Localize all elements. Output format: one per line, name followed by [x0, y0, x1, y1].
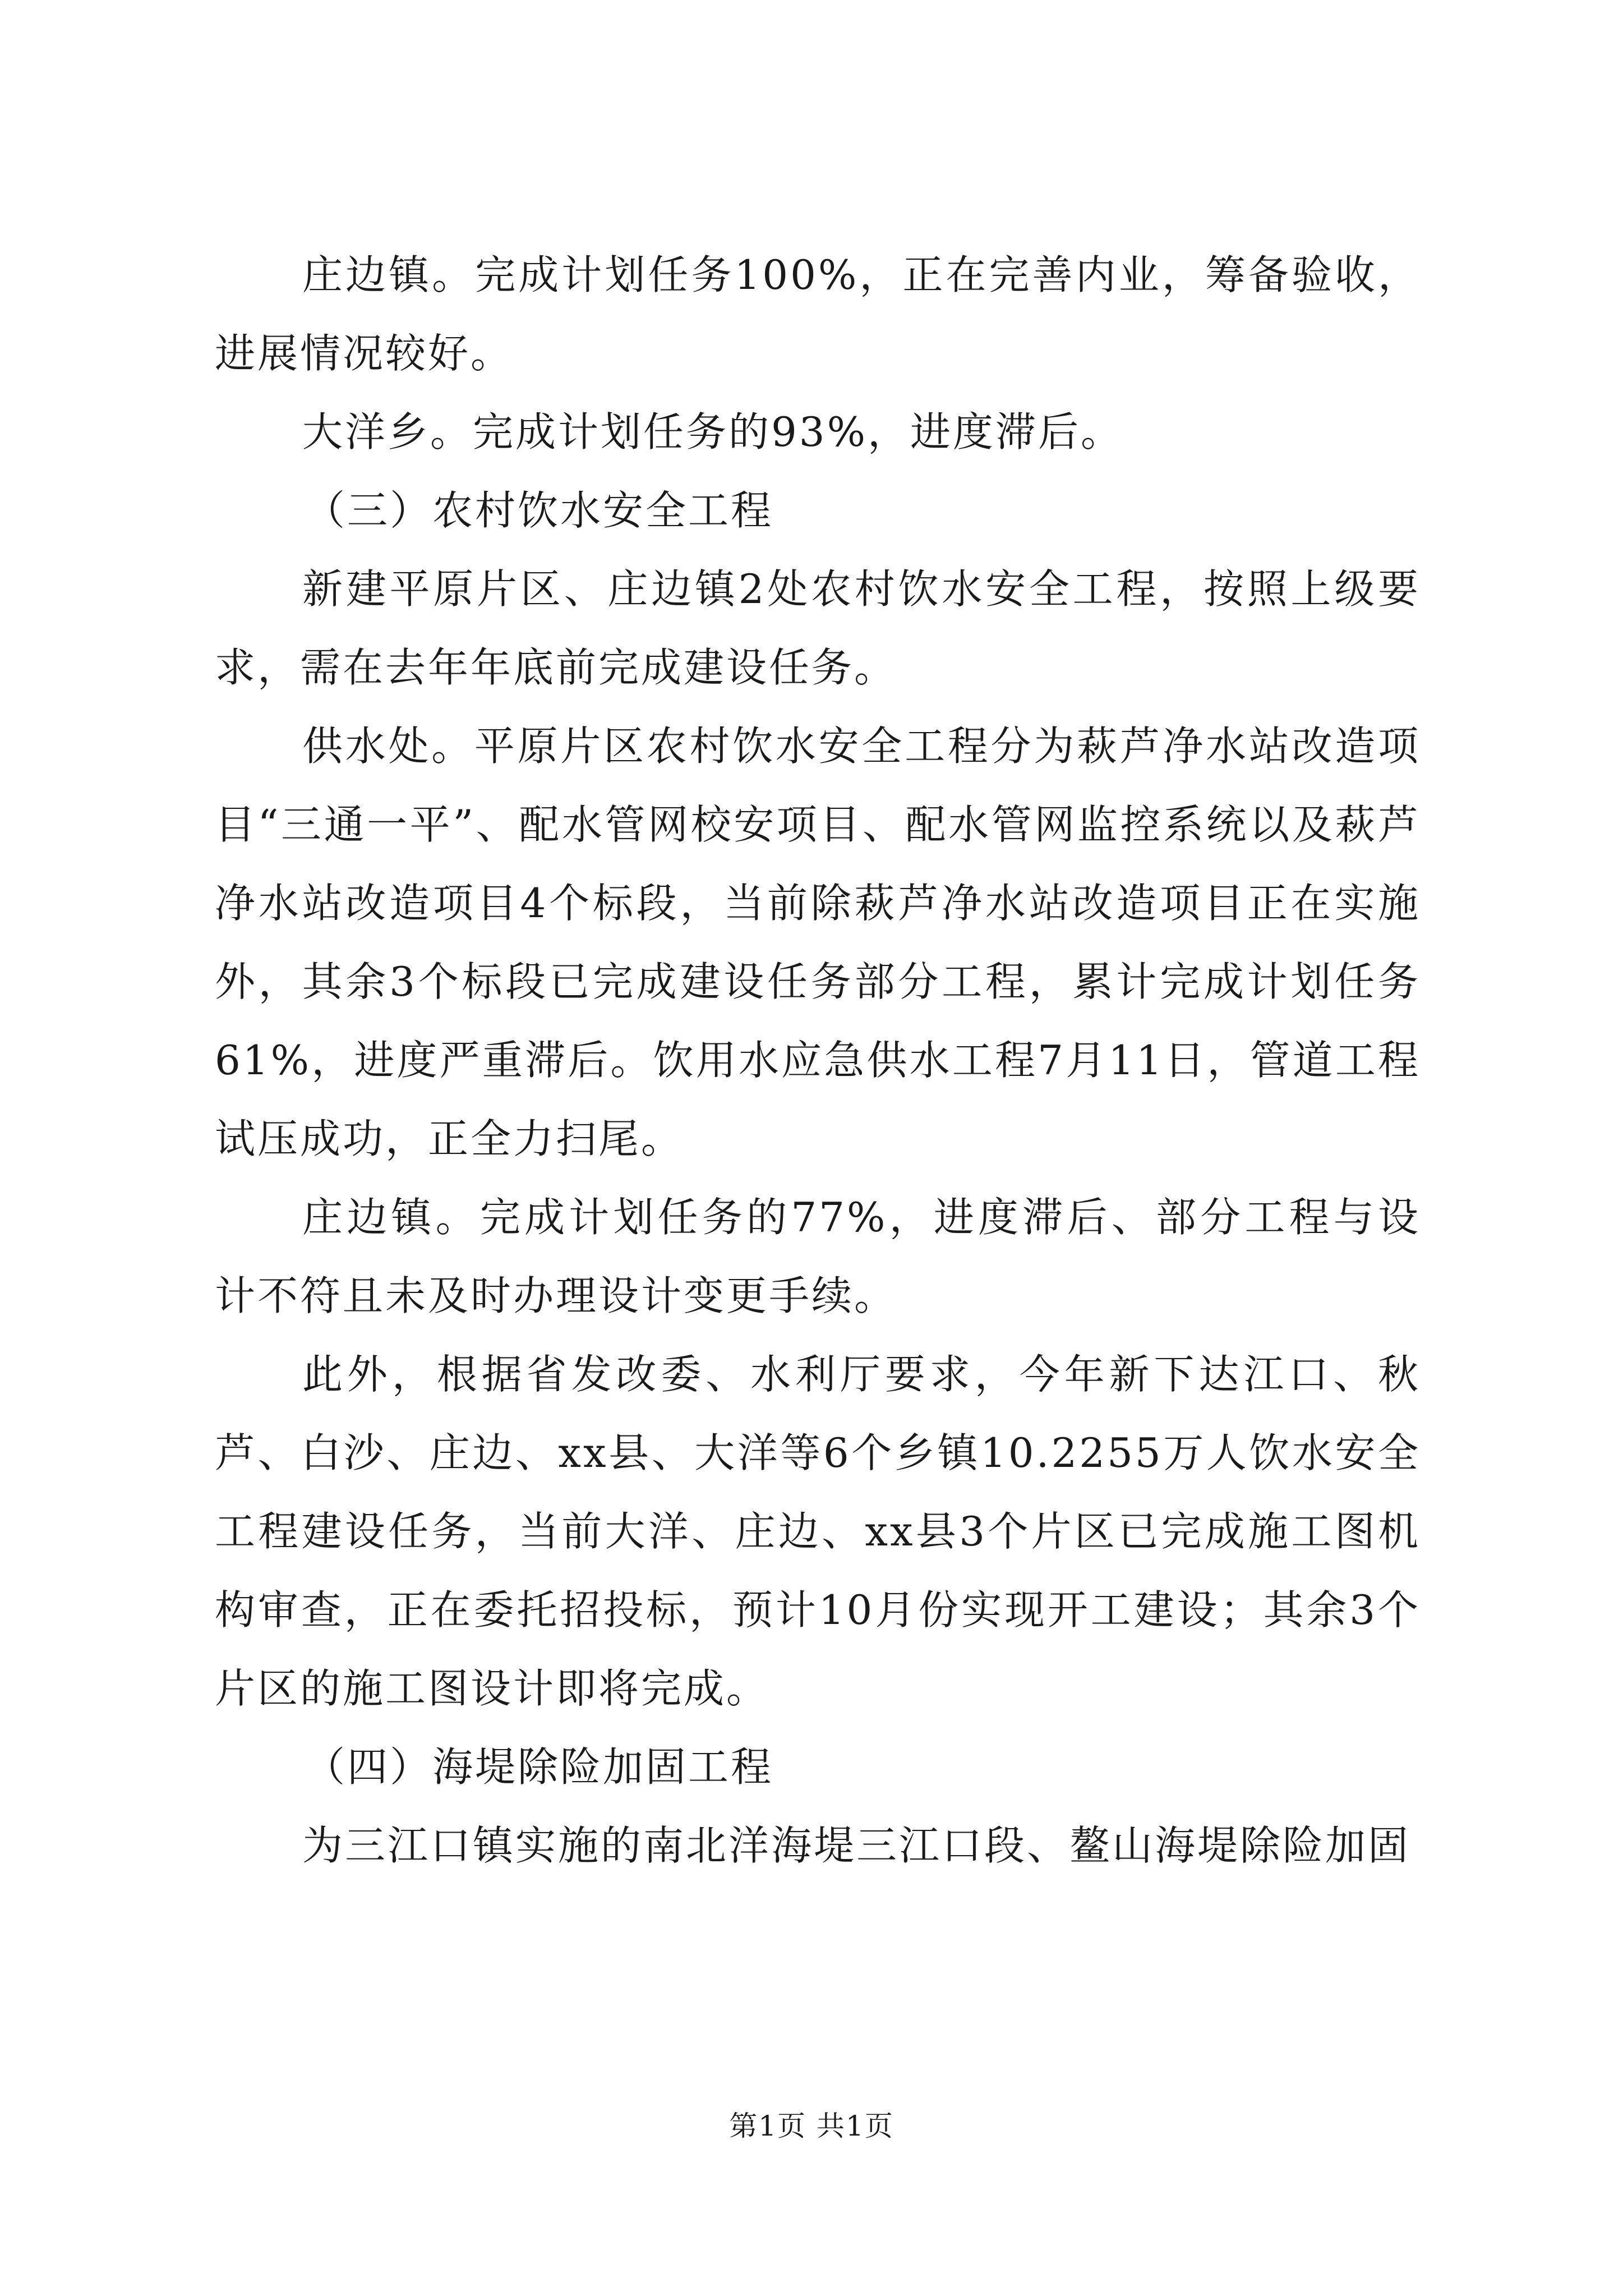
paragraph: 为三江口镇实施的南北洋海堤三江口段、鳌山海堤除险加固 [302, 1822, 1411, 1869]
paragraph: 庄边镇。完成计划任务100%，正在完善内业，筹备验收，进展情况较好。 [215, 251, 1421, 377]
paragraph: 大洋乡。完成计划任务的93%，进度滞后。 [302, 408, 1124, 455]
paragraph: 新建平原片区、庄边镇2处农村饮水安全工程，按照上级要求，需在去年年底前完成建设任务。 [215, 565, 1421, 691]
page-footer [0, 2106, 1623, 2146]
section-heading: （三）农村饮水安全工程 [305, 487, 774, 534]
paragraph: 此外，根据省发改委、水利厅要求，今年新下达江口、秋芦、白沙、庄边、xx县、大洋等6个乡镇10.2255万人饮水安全工程建设任务，当前大洋、庄边、xx县3个片区已完成施工图机构审查，正在委托招投标，预计10月份实现开工建设；其余3个片区的施工图设计即将完成。 [215, 1351, 1421, 1712]
section-heading: （四）海堤除险加固工程 [305, 1743, 774, 1791]
document-body [215, 236, 1421, 1885]
paragraph: 庄边镇。完成计划任务的77%，进度滞后、部分工程与设计不符且未及时办理设计变更手续。 [215, 1194, 1421, 1319]
page-number-label: 第1页 共1页 [729, 2110, 894, 2142]
paragraph: 供水处。平原片区农村饮水安全工程分为萩芦净水站改造项目“三通一平”、配水管网校安项目、配水管网监控系统以及萩芦净水站改造项目4个标段，当前除萩芦净水站改造项目正在实施外，其余3个标段已完成建设任务部分工程，累计完成计划任务61%，进度严重滞后。饮用水应急供水工程7月11日，管道工程试压成功，正全力扫尾。 [215, 723, 1421, 1162]
